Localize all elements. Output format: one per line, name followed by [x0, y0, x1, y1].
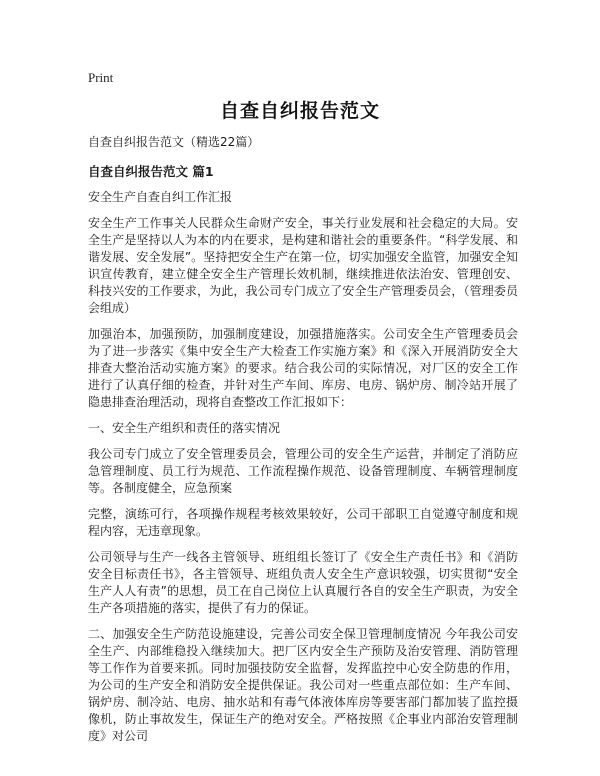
paragraph: 完整，演练可行，各项操作规程考核效果较好，公司干部职工自觉遵守制度和规程内容，无违章现象。 [88, 507, 518, 538]
document-title: 自查自纠报告范文 [219, 100, 380, 122]
document-body [88, 134, 518, 754]
paragraph: 公司领导与生产一线各主管领导、班组组长签订了《安全生产责任书》和《消防安全目标责任书》，各主管领导、班组负责人安全生产意识较强，切实贯彻“安全生产人人有责”的思想，员工在自己岗位上认真履行各自的安全生产职责，为安全生产各项措施的落实，提供了有力的保证。 [88, 550, 518, 615]
print-link[interactable]: Print [88, 70, 114, 85]
paragraph: 我公司专门成立了安全管理委员会，管理公司的安全生产运营，并制定了消防应急管理制度、员工行为规范、工作流程操作规范、设备管理制度、车辆管理制度等。各制度健全，应急预案 [88, 447, 518, 495]
paragraph: 安全生产工作事关人民群众生命财产安全，事关行业发展和社会稳定的大局。安全生产是坚持以人为本的内在要求，是构建和谐社会的重要条件。“科学发展、和谐发展、安全发展”。坚持把安全生产在第一位，切实加强安全监管，加强安全知识宣传教育，建立健全安全生产管理长效机制，继续推进依法治安、管理创安、科技兴安的工作要求，为此，我公司专门成立了安全生产管理委员会，（管理委员会组成） [88, 216, 518, 315]
paragraph: 二、加强安全生产防范设施建设，完善公司安全保卫管理制度情况 今年我公司安全生产、内部维稳投入继续加大。把厂区内安全生产预防及治安管理、消防管理等工作作为首要来抓。同时加强技防安全监督，发挥监控中心安全防患的作用，为公司的生产安全和消防安全提供保证。我公司对一些重点部位如：生产车间、锅炉房、制冷站、电房、抽水站和有毒气体液体库房等要害部门都加装了监控摄像机，防止事故发生，保证生产的绝对安全。严格按照《企事业内部治安管理制度》对公司 [88, 627, 518, 743]
document-subtitle: 自查自纠报告范文（精选22篇） [88, 135, 260, 149]
section-subheading: 一、安全生产组织和责任的落实情况 [88, 421, 281, 435]
section-heading: 自查自纠报告范文 篇1 [88, 164, 214, 179]
paragraph: 加强治本，加强预防，加强制度建设，加强措施落实。公司安全生产管理委员会为了进一步落实《集中安全生产大检查工作实施方案》和《深入开展消防安全大排查大整治活动实施方案》的要求。结合我公司的实际情况，对厂区的安全工作进行了认真仔细的检查，并针对生产车间、库房、电房、锅炉房、制冷站开展了隐患排查治理活动，现将自查整改工作汇报如下： [88, 327, 518, 409]
report-title: 安全生产自查自纠工作汇报 [88, 190, 233, 204]
